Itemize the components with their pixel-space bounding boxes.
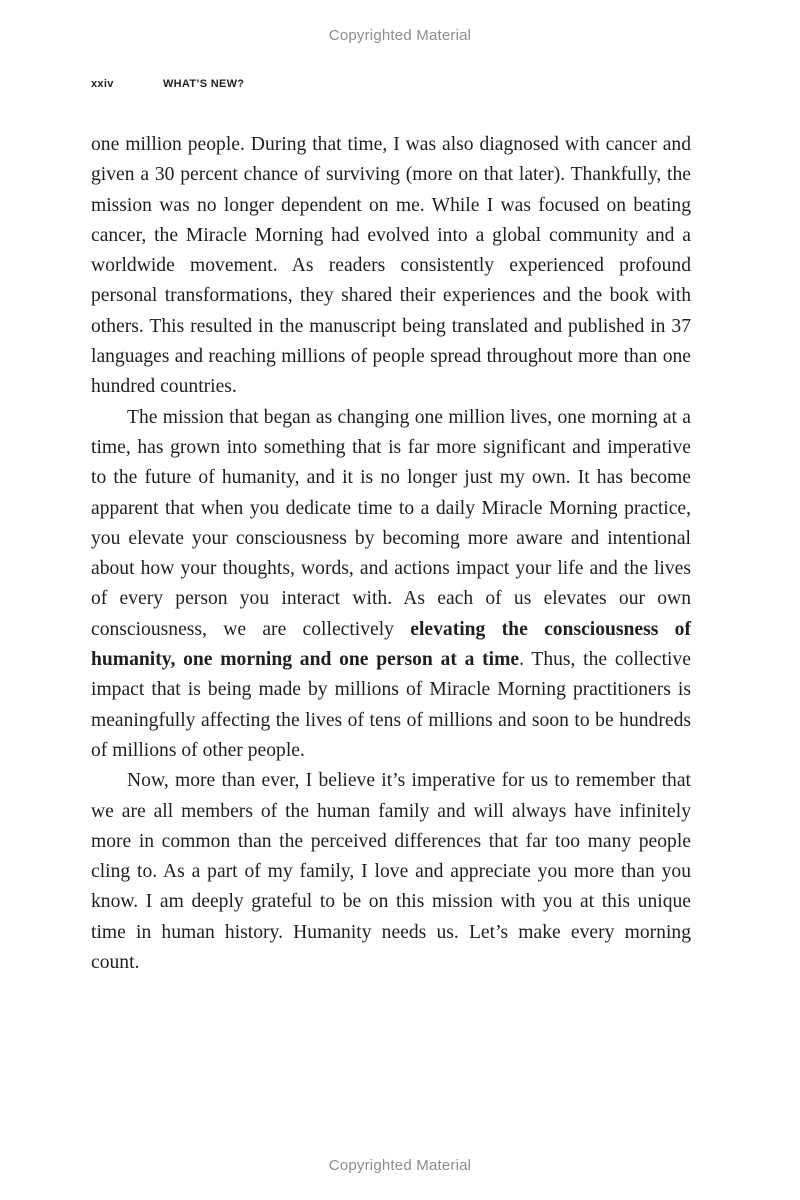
page-number: xxiv — [91, 78, 114, 90]
paragraph-2 — [91, 403, 691, 767]
body-text — [91, 130, 691, 978]
copyright-watermark-top: Copyrighted Material — [328, 27, 472, 44]
paragraph-1: one million people. During that time, I was also diagnosed with cancer and given a 30 percent chance of surviving (more on that later). Thankfully, the mission was no longer dependent on me. While I was focused on beating cancer, the Miracle Morning had evolved into a global community and a worldwide movement. As readers consistently experienced profound personal transformations, they shared their experiences and the book with others. This resulted in the manuscript being translated and published in 37 languages and reaching millions of people spread throughout more than one hundred countries. — [91, 134, 691, 398]
running-head — [91, 78, 244, 90]
paragraph-2-text-after: . Thus, the collective impact that is being made by millions of Miracle Morning practitioners is meaningfully affecting the lives of tens of millions and soon to be hundreds of millions of other people. — [91, 649, 691, 761]
running-head-title: WHAT’S NEW? — [163, 78, 245, 90]
paragraph-2-text-before: The mission that began as changing one million lives, one morning at a time, has grown into something that is far more significant and imperative to the future of humanity, and it is no longer just my own. It has become apparent that when you dedicate time to a daily Miracle Morning practice, you elevate your consciousness by becoming more aware and intentional about how your thoughts, words, and actions impact your life and the lives of every person you interact with. As each of us elevates our own consciousness, we are collectively — [91, 406, 691, 640]
copyright-watermark-bottom: Copyrighted Material — [328, 1157, 472, 1174]
paragraph-3: Now, more than ever, I believe it’s imperative for us to remember that we are all members of the human family and will always have infinitely more in common than the perceived differences that far too many people cling to. As a part of my family, I love and appreciate you more than you know. I am deeply grateful to be on this mission with you at this unique time in human history. Humanity needs us. Let’s make every morning count. — [91, 770, 691, 974]
paragraph-2-bold-phrase: elevating the consciousness of humanity, one morning and one person at a time — [91, 618, 691, 671]
